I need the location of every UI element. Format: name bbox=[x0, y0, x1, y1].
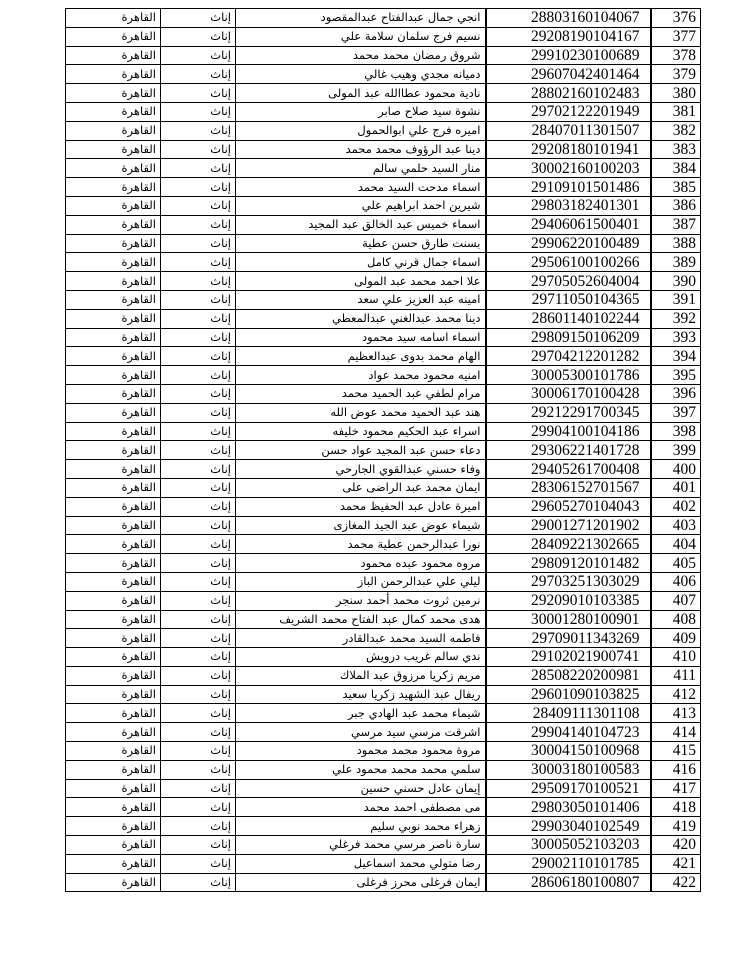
row-number-cell: 392 bbox=[651, 309, 701, 328]
city-cell: القاهرة bbox=[66, 572, 161, 591]
table-row bbox=[66, 648, 701, 667]
gender-cell: إناث bbox=[161, 610, 236, 629]
city-cell: القاهرة bbox=[66, 27, 161, 46]
table-row bbox=[66, 65, 701, 84]
name-cell: مرام لطفي عبد الحميد محمد bbox=[236, 384, 486, 403]
name-cell: اسراء عبد الحكيم محمود خليفه bbox=[236, 422, 486, 441]
gender-cell: إناث bbox=[161, 27, 236, 46]
gender-cell: إناث bbox=[161, 328, 236, 347]
gender-cell: إناث bbox=[161, 535, 236, 554]
row-number-cell: 385 bbox=[651, 178, 701, 197]
table-row bbox=[66, 253, 701, 272]
city-cell: القاهرة bbox=[66, 140, 161, 159]
national-id-cell: 29601090103825 bbox=[486, 685, 651, 704]
city-cell: القاهرة bbox=[66, 760, 161, 779]
national-id-cell: 30006170100428 bbox=[486, 384, 651, 403]
table-row bbox=[66, 460, 701, 479]
name-cell: ندي سالم غريب درويش bbox=[236, 648, 486, 667]
national-id-cell: 29704212201282 bbox=[486, 347, 651, 366]
name-cell: مريم زكريا مرزوق عبد الملاك bbox=[236, 666, 486, 685]
row-number-cell: 395 bbox=[651, 366, 701, 385]
national-id-cell: 30003180100583 bbox=[486, 760, 651, 779]
national-id-cell: 29711050104365 bbox=[486, 290, 651, 309]
national-id-cell: 30004150100968 bbox=[486, 742, 651, 761]
name-cell: إيمان عادل حسني حسين bbox=[236, 779, 486, 798]
table-row bbox=[66, 347, 701, 366]
row-number-cell: 380 bbox=[651, 84, 701, 103]
row-number-cell: 418 bbox=[651, 798, 701, 817]
name-cell: دينا محمد عبدالغني عبدالمعطي bbox=[236, 309, 486, 328]
city-cell: القاهرة bbox=[66, 309, 161, 328]
city-cell: القاهرة bbox=[66, 347, 161, 366]
row-number-cell: 411 bbox=[651, 666, 701, 685]
table-row bbox=[66, 234, 701, 253]
table-row bbox=[66, 290, 701, 309]
row-number-cell: 420 bbox=[651, 836, 701, 855]
city-cell: القاهرة bbox=[66, 441, 161, 460]
city-cell: القاهرة bbox=[66, 84, 161, 103]
city-cell: القاهرة bbox=[66, 742, 161, 761]
gender-cell: إناث bbox=[161, 572, 236, 591]
national-id-cell: 29702122201949 bbox=[486, 102, 651, 121]
national-id-cell: 28802160102483 bbox=[486, 84, 651, 103]
table-row bbox=[66, 215, 701, 234]
city-cell: القاهرة bbox=[66, 516, 161, 535]
name-cell: هدى محمد كمال عبد الفتاح محمد الشريف bbox=[236, 610, 486, 629]
row-number-cell: 398 bbox=[651, 422, 701, 441]
city-cell: القاهرة bbox=[66, 836, 161, 855]
national-id-cell: 29705052604004 bbox=[486, 272, 651, 291]
national-id-cell: 29506100100266 bbox=[486, 253, 651, 272]
table-row bbox=[66, 102, 701, 121]
table-row bbox=[66, 516, 701, 535]
city-cell: القاهرة bbox=[66, 554, 161, 573]
gender-cell: إناث bbox=[161, 591, 236, 610]
gender-cell: إناث bbox=[161, 159, 236, 178]
city-cell: القاهرة bbox=[66, 535, 161, 554]
city-cell: القاهرة bbox=[66, 159, 161, 178]
records-table bbox=[65, 8, 701, 892]
name-cell: دينا عبد الرؤوف محمد محمد bbox=[236, 140, 486, 159]
table-row bbox=[66, 666, 701, 685]
national-id-cell: 28407011301507 bbox=[486, 121, 651, 140]
city-cell: القاهرة bbox=[66, 798, 161, 817]
row-number-cell: 412 bbox=[651, 685, 701, 704]
city-cell: القاهرة bbox=[66, 9, 161, 28]
national-id-cell: 29809150106209 bbox=[486, 328, 651, 347]
name-cell: ريفال عبد الشهيد زكريا سعيد bbox=[236, 685, 486, 704]
gender-cell: إناث bbox=[161, 84, 236, 103]
table-row bbox=[66, 84, 701, 103]
table-row bbox=[66, 159, 701, 178]
city-cell: القاهرة bbox=[66, 215, 161, 234]
national-id-cell: 29906220100489 bbox=[486, 234, 651, 253]
national-id-cell: 29809120101482 bbox=[486, 554, 651, 573]
gender-cell: إناث bbox=[161, 196, 236, 215]
name-cell: فاطمه السيد محمد عبدالقادر bbox=[236, 629, 486, 648]
city-cell: القاهرة bbox=[66, 873, 161, 892]
national-id-cell: 29209010103385 bbox=[486, 591, 651, 610]
gender-cell: إناث bbox=[161, 666, 236, 685]
city-cell: القاهرة bbox=[66, 779, 161, 798]
table-row bbox=[66, 497, 701, 516]
table-row bbox=[66, 572, 701, 591]
gender-cell: إناث bbox=[161, 253, 236, 272]
row-number-cell: 391 bbox=[651, 290, 701, 309]
city-cell: القاهرة bbox=[66, 272, 161, 291]
name-cell: اسماء اسامه سيد محمود bbox=[236, 328, 486, 347]
table-row bbox=[66, 591, 701, 610]
city-cell: القاهرة bbox=[66, 460, 161, 479]
gender-cell: إناث bbox=[161, 121, 236, 140]
table-row bbox=[66, 178, 701, 197]
name-cell: زهراء محمد نوبي سليم bbox=[236, 817, 486, 836]
name-cell: شيماء عوض عبد الجيد المغازى bbox=[236, 516, 486, 535]
city-cell: القاهرة bbox=[66, 478, 161, 497]
row-number-cell: 417 bbox=[651, 779, 701, 798]
table-row bbox=[66, 704, 701, 723]
national-id-cell: 29212291700345 bbox=[486, 403, 651, 422]
national-id-cell: 29405261700408 bbox=[486, 460, 651, 479]
national-id-cell: 29910230100689 bbox=[486, 46, 651, 65]
row-number-cell: 415 bbox=[651, 742, 701, 761]
gender-cell: إناث bbox=[161, 516, 236, 535]
gender-cell: إناث bbox=[161, 441, 236, 460]
city-cell: القاهرة bbox=[66, 290, 161, 309]
row-number-cell: 396 bbox=[651, 384, 701, 403]
table-row bbox=[66, 403, 701, 422]
gender-cell: إناث bbox=[161, 779, 236, 798]
table-row bbox=[66, 760, 701, 779]
gender-cell: إناث bbox=[161, 366, 236, 385]
name-cell: سلمي محمد محمد محمود علي bbox=[236, 760, 486, 779]
table-row bbox=[66, 798, 701, 817]
city-cell: القاهرة bbox=[66, 234, 161, 253]
gender-cell: إناث bbox=[161, 422, 236, 441]
row-number-cell: 377 bbox=[651, 27, 701, 46]
gender-cell: إناث bbox=[161, 554, 236, 573]
row-number-cell: 401 bbox=[651, 478, 701, 497]
name-cell: اميرة عادل عبد الحفيظ محمد bbox=[236, 497, 486, 516]
gender-cell: إناث bbox=[161, 817, 236, 836]
table-row bbox=[66, 779, 701, 798]
gender-cell: إناث bbox=[161, 836, 236, 855]
name-cell: اميره فرج علي ابوالحمول bbox=[236, 121, 486, 140]
national-id-cell: 30005052103203 bbox=[486, 836, 651, 855]
row-number-cell: 386 bbox=[651, 196, 701, 215]
city-cell: القاهرة bbox=[66, 817, 161, 836]
row-number-cell: 382 bbox=[651, 121, 701, 140]
city-cell: القاهرة bbox=[66, 685, 161, 704]
table-row bbox=[66, 441, 701, 460]
name-cell: نرمين ثروت محمد أحمد سنجر bbox=[236, 591, 486, 610]
row-number-cell: 393 bbox=[651, 328, 701, 347]
gender-cell: إناث bbox=[161, 46, 236, 65]
records-table-body bbox=[66, 9, 701, 892]
name-cell: امينه عبد العزيز علي سعد bbox=[236, 290, 486, 309]
row-number-cell: 399 bbox=[651, 441, 701, 460]
row-number-cell: 409 bbox=[651, 629, 701, 648]
gender-cell: إناث bbox=[161, 629, 236, 648]
table-row bbox=[66, 9, 701, 28]
table-row bbox=[66, 723, 701, 742]
gender-cell: إناث bbox=[161, 704, 236, 723]
name-cell: الهام محمد بدوى عبدالعظيم bbox=[236, 347, 486, 366]
city-cell: القاهرة bbox=[66, 46, 161, 65]
table-row bbox=[66, 817, 701, 836]
row-number-cell: 416 bbox=[651, 760, 701, 779]
gender-cell: إناث bbox=[161, 234, 236, 253]
table-row bbox=[66, 610, 701, 629]
gender-cell: إناث bbox=[161, 497, 236, 516]
table-row bbox=[66, 309, 701, 328]
national-id-cell: 28606180100807 bbox=[486, 873, 651, 892]
row-number-cell: 390 bbox=[651, 272, 701, 291]
table-row bbox=[66, 272, 701, 291]
national-id-cell: 29904140104723 bbox=[486, 723, 651, 742]
city-cell: القاهرة bbox=[66, 497, 161, 516]
row-number-cell: 376 bbox=[651, 9, 701, 28]
city-cell: القاهرة bbox=[66, 196, 161, 215]
national-id-cell: 29803182401301 bbox=[486, 196, 651, 215]
table-row bbox=[66, 742, 701, 761]
gender-cell: إناث bbox=[161, 290, 236, 309]
gender-cell: إناث bbox=[161, 685, 236, 704]
row-number-cell: 381 bbox=[651, 102, 701, 121]
name-cell: وفاء حسني عبدالقوي الجارحي bbox=[236, 460, 486, 479]
row-number-cell: 410 bbox=[651, 648, 701, 667]
national-id-cell: 29306221401728 bbox=[486, 441, 651, 460]
name-cell: ايمان محمد عبد الراضى على bbox=[236, 478, 486, 497]
city-cell: القاهرة bbox=[66, 366, 161, 385]
city-cell: القاهرة bbox=[66, 610, 161, 629]
gender-cell: إناث bbox=[161, 272, 236, 291]
gender-cell: إناث bbox=[161, 723, 236, 742]
table-row bbox=[66, 328, 701, 347]
row-number-cell: 378 bbox=[651, 46, 701, 65]
row-number-cell: 421 bbox=[651, 854, 701, 873]
city-cell: القاهرة bbox=[66, 666, 161, 685]
national-id-cell: 29509170100521 bbox=[486, 779, 651, 798]
gender-cell: إناث bbox=[161, 347, 236, 366]
row-number-cell: 384 bbox=[651, 159, 701, 178]
table-row bbox=[66, 366, 701, 385]
city-cell: القاهرة bbox=[66, 328, 161, 347]
city-cell: القاهرة bbox=[66, 102, 161, 121]
city-cell: القاهرة bbox=[66, 178, 161, 197]
national-id-cell: 29803050101406 bbox=[486, 798, 651, 817]
name-cell: مروة محمود محمد محمود bbox=[236, 742, 486, 761]
table-row bbox=[66, 121, 701, 140]
gender-cell: إناث bbox=[161, 309, 236, 328]
city-cell: القاهرة bbox=[66, 65, 161, 84]
national-id-cell: 29002110101785 bbox=[486, 854, 651, 873]
table-row bbox=[66, 854, 701, 873]
city-cell: القاهرة bbox=[66, 629, 161, 648]
gender-cell: إناث bbox=[161, 873, 236, 892]
table-row bbox=[66, 46, 701, 65]
row-number-cell: 383 bbox=[651, 140, 701, 159]
name-cell: شروق رمضان محمد محمد bbox=[236, 46, 486, 65]
row-number-cell: 389 bbox=[651, 253, 701, 272]
gender-cell: إناث bbox=[161, 478, 236, 497]
national-id-cell: 29208180101941 bbox=[486, 140, 651, 159]
national-id-cell: 29208190104167 bbox=[486, 27, 651, 46]
city-cell: القاهرة bbox=[66, 704, 161, 723]
name-cell: انجي جمال عبدالفتاح عبدالمقصود bbox=[236, 9, 486, 28]
name-cell: علا احمد محمد عبد المولى bbox=[236, 272, 486, 291]
city-cell: القاهرة bbox=[66, 403, 161, 422]
row-number-cell: 422 bbox=[651, 873, 701, 892]
national-id-cell: 29001271201902 bbox=[486, 516, 651, 535]
national-id-cell: 28306152701567 bbox=[486, 478, 651, 497]
table-row bbox=[66, 384, 701, 403]
row-number-cell: 405 bbox=[651, 554, 701, 573]
city-cell: القاهرة bbox=[66, 121, 161, 140]
row-number-cell: 394 bbox=[651, 347, 701, 366]
name-cell: ليلي علي عبدالرحمن الباز bbox=[236, 572, 486, 591]
name-cell: امنيه محمود محمد عواد bbox=[236, 366, 486, 385]
name-cell: شيماء محمد عبد الهادي جبر bbox=[236, 704, 486, 723]
national-id-cell: 28601140102244 bbox=[486, 309, 651, 328]
name-cell: مروه محمود عبده محمود bbox=[236, 554, 486, 573]
national-id-cell: 28409221302665 bbox=[486, 535, 651, 554]
national-id-cell: 29102021900741 bbox=[486, 648, 651, 667]
gender-cell: إناث bbox=[161, 403, 236, 422]
national-id-cell: 28508220200981 bbox=[486, 666, 651, 685]
table-row bbox=[66, 629, 701, 648]
gender-cell: إناث bbox=[161, 460, 236, 479]
national-id-cell: 28409111301108 bbox=[486, 704, 651, 723]
national-id-cell: 29703251303029 bbox=[486, 572, 651, 591]
city-cell: القاهرة bbox=[66, 648, 161, 667]
national-id-cell: 29904100104186 bbox=[486, 422, 651, 441]
table-row bbox=[66, 27, 701, 46]
row-number-cell: 407 bbox=[651, 591, 701, 610]
name-cell: دعاء حسن عبد المجيد عواد حسن bbox=[236, 441, 486, 460]
row-number-cell: 404 bbox=[651, 535, 701, 554]
row-number-cell: 406 bbox=[651, 572, 701, 591]
national-id-cell: 29903040102549 bbox=[486, 817, 651, 836]
row-number-cell: 413 bbox=[651, 704, 701, 723]
national-id-cell: 30002160100203 bbox=[486, 159, 651, 178]
row-number-cell: 419 bbox=[651, 817, 701, 836]
row-number-cell: 402 bbox=[651, 497, 701, 516]
gender-cell: إناث bbox=[161, 65, 236, 84]
name-cell: ايمان فرغلى محرز فرغلى bbox=[236, 873, 486, 892]
gender-cell: إناث bbox=[161, 760, 236, 779]
name-cell: اسماء جمال قرني كامل bbox=[236, 253, 486, 272]
table-row bbox=[66, 535, 701, 554]
gender-cell: إناث bbox=[161, 648, 236, 667]
national-id-cell: 29709011343269 bbox=[486, 629, 651, 648]
name-cell: بسنت طارق حسن عطية bbox=[236, 234, 486, 253]
name-cell: منار السيد حلمي سالم bbox=[236, 159, 486, 178]
national-id-cell: 29607042401464 bbox=[486, 65, 651, 84]
gender-cell: إناث bbox=[161, 854, 236, 873]
gender-cell: إناث bbox=[161, 140, 236, 159]
name-cell: مى مصطفى احمد محمد bbox=[236, 798, 486, 817]
row-number-cell: 388 bbox=[651, 234, 701, 253]
national-id-cell: 29109101501486 bbox=[486, 178, 651, 197]
national-id-cell: 29605270104043 bbox=[486, 497, 651, 516]
name-cell: اسماء خميس عبد الخالق عبد المجيد bbox=[236, 215, 486, 234]
row-number-cell: 387 bbox=[651, 215, 701, 234]
row-number-cell: 379 bbox=[651, 65, 701, 84]
table-row bbox=[66, 140, 701, 159]
table-row bbox=[66, 196, 701, 215]
gender-cell: إناث bbox=[161, 384, 236, 403]
name-cell: اشرقت مرسي سيد مرسي bbox=[236, 723, 486, 742]
gender-cell: إناث bbox=[161, 178, 236, 197]
gender-cell: إناث bbox=[161, 742, 236, 761]
table-row bbox=[66, 836, 701, 855]
national-id-cell: 28803160104067 bbox=[486, 9, 651, 28]
name-cell: نورا عبدالرحمن عطية محمد bbox=[236, 535, 486, 554]
table-row bbox=[66, 873, 701, 892]
row-number-cell: 408 bbox=[651, 610, 701, 629]
row-number-cell: 397 bbox=[651, 403, 701, 422]
city-cell: القاهرة bbox=[66, 384, 161, 403]
gender-cell: إناث bbox=[161, 102, 236, 121]
national-id-cell: 30005300101786 bbox=[486, 366, 651, 385]
national-id-cell: 30001280100901 bbox=[486, 610, 651, 629]
name-cell: هند عبد الحميد محمد عوض الله bbox=[236, 403, 486, 422]
city-cell: القاهرة bbox=[66, 253, 161, 272]
row-number-cell: 414 bbox=[651, 723, 701, 742]
name-cell: دميانه مجدي وهيب غالي bbox=[236, 65, 486, 84]
table-row bbox=[66, 422, 701, 441]
city-cell: القاهرة bbox=[66, 422, 161, 441]
name-cell: اسماء مدحت السيد محمد bbox=[236, 178, 486, 197]
name-cell: شيرين احمد ابراهيم علي bbox=[236, 196, 486, 215]
name-cell: نسيم فرج سلمان سلامة علي bbox=[236, 27, 486, 46]
national-id-cell: 29406061500401 bbox=[486, 215, 651, 234]
name-cell: سارة ناصر مرسي محمد فرغلي bbox=[236, 836, 486, 855]
name-cell: رضا متولي محمد اسماعيل bbox=[236, 854, 486, 873]
city-cell: القاهرة bbox=[66, 591, 161, 610]
city-cell: القاهرة bbox=[66, 723, 161, 742]
table-row bbox=[66, 685, 701, 704]
name-cell: نادية محمود عطاالله عبد المولى bbox=[236, 84, 486, 103]
name-cell: نشوة سيد صلاح صابر bbox=[236, 102, 486, 121]
table-row bbox=[66, 478, 701, 497]
gender-cell: إناث bbox=[161, 215, 236, 234]
row-number-cell: 403 bbox=[651, 516, 701, 535]
gender-cell: إناث bbox=[161, 9, 236, 28]
table-row bbox=[66, 554, 701, 573]
city-cell: القاهرة bbox=[66, 854, 161, 873]
gender-cell: إناث bbox=[161, 798, 236, 817]
row-number-cell: 400 bbox=[651, 460, 701, 479]
